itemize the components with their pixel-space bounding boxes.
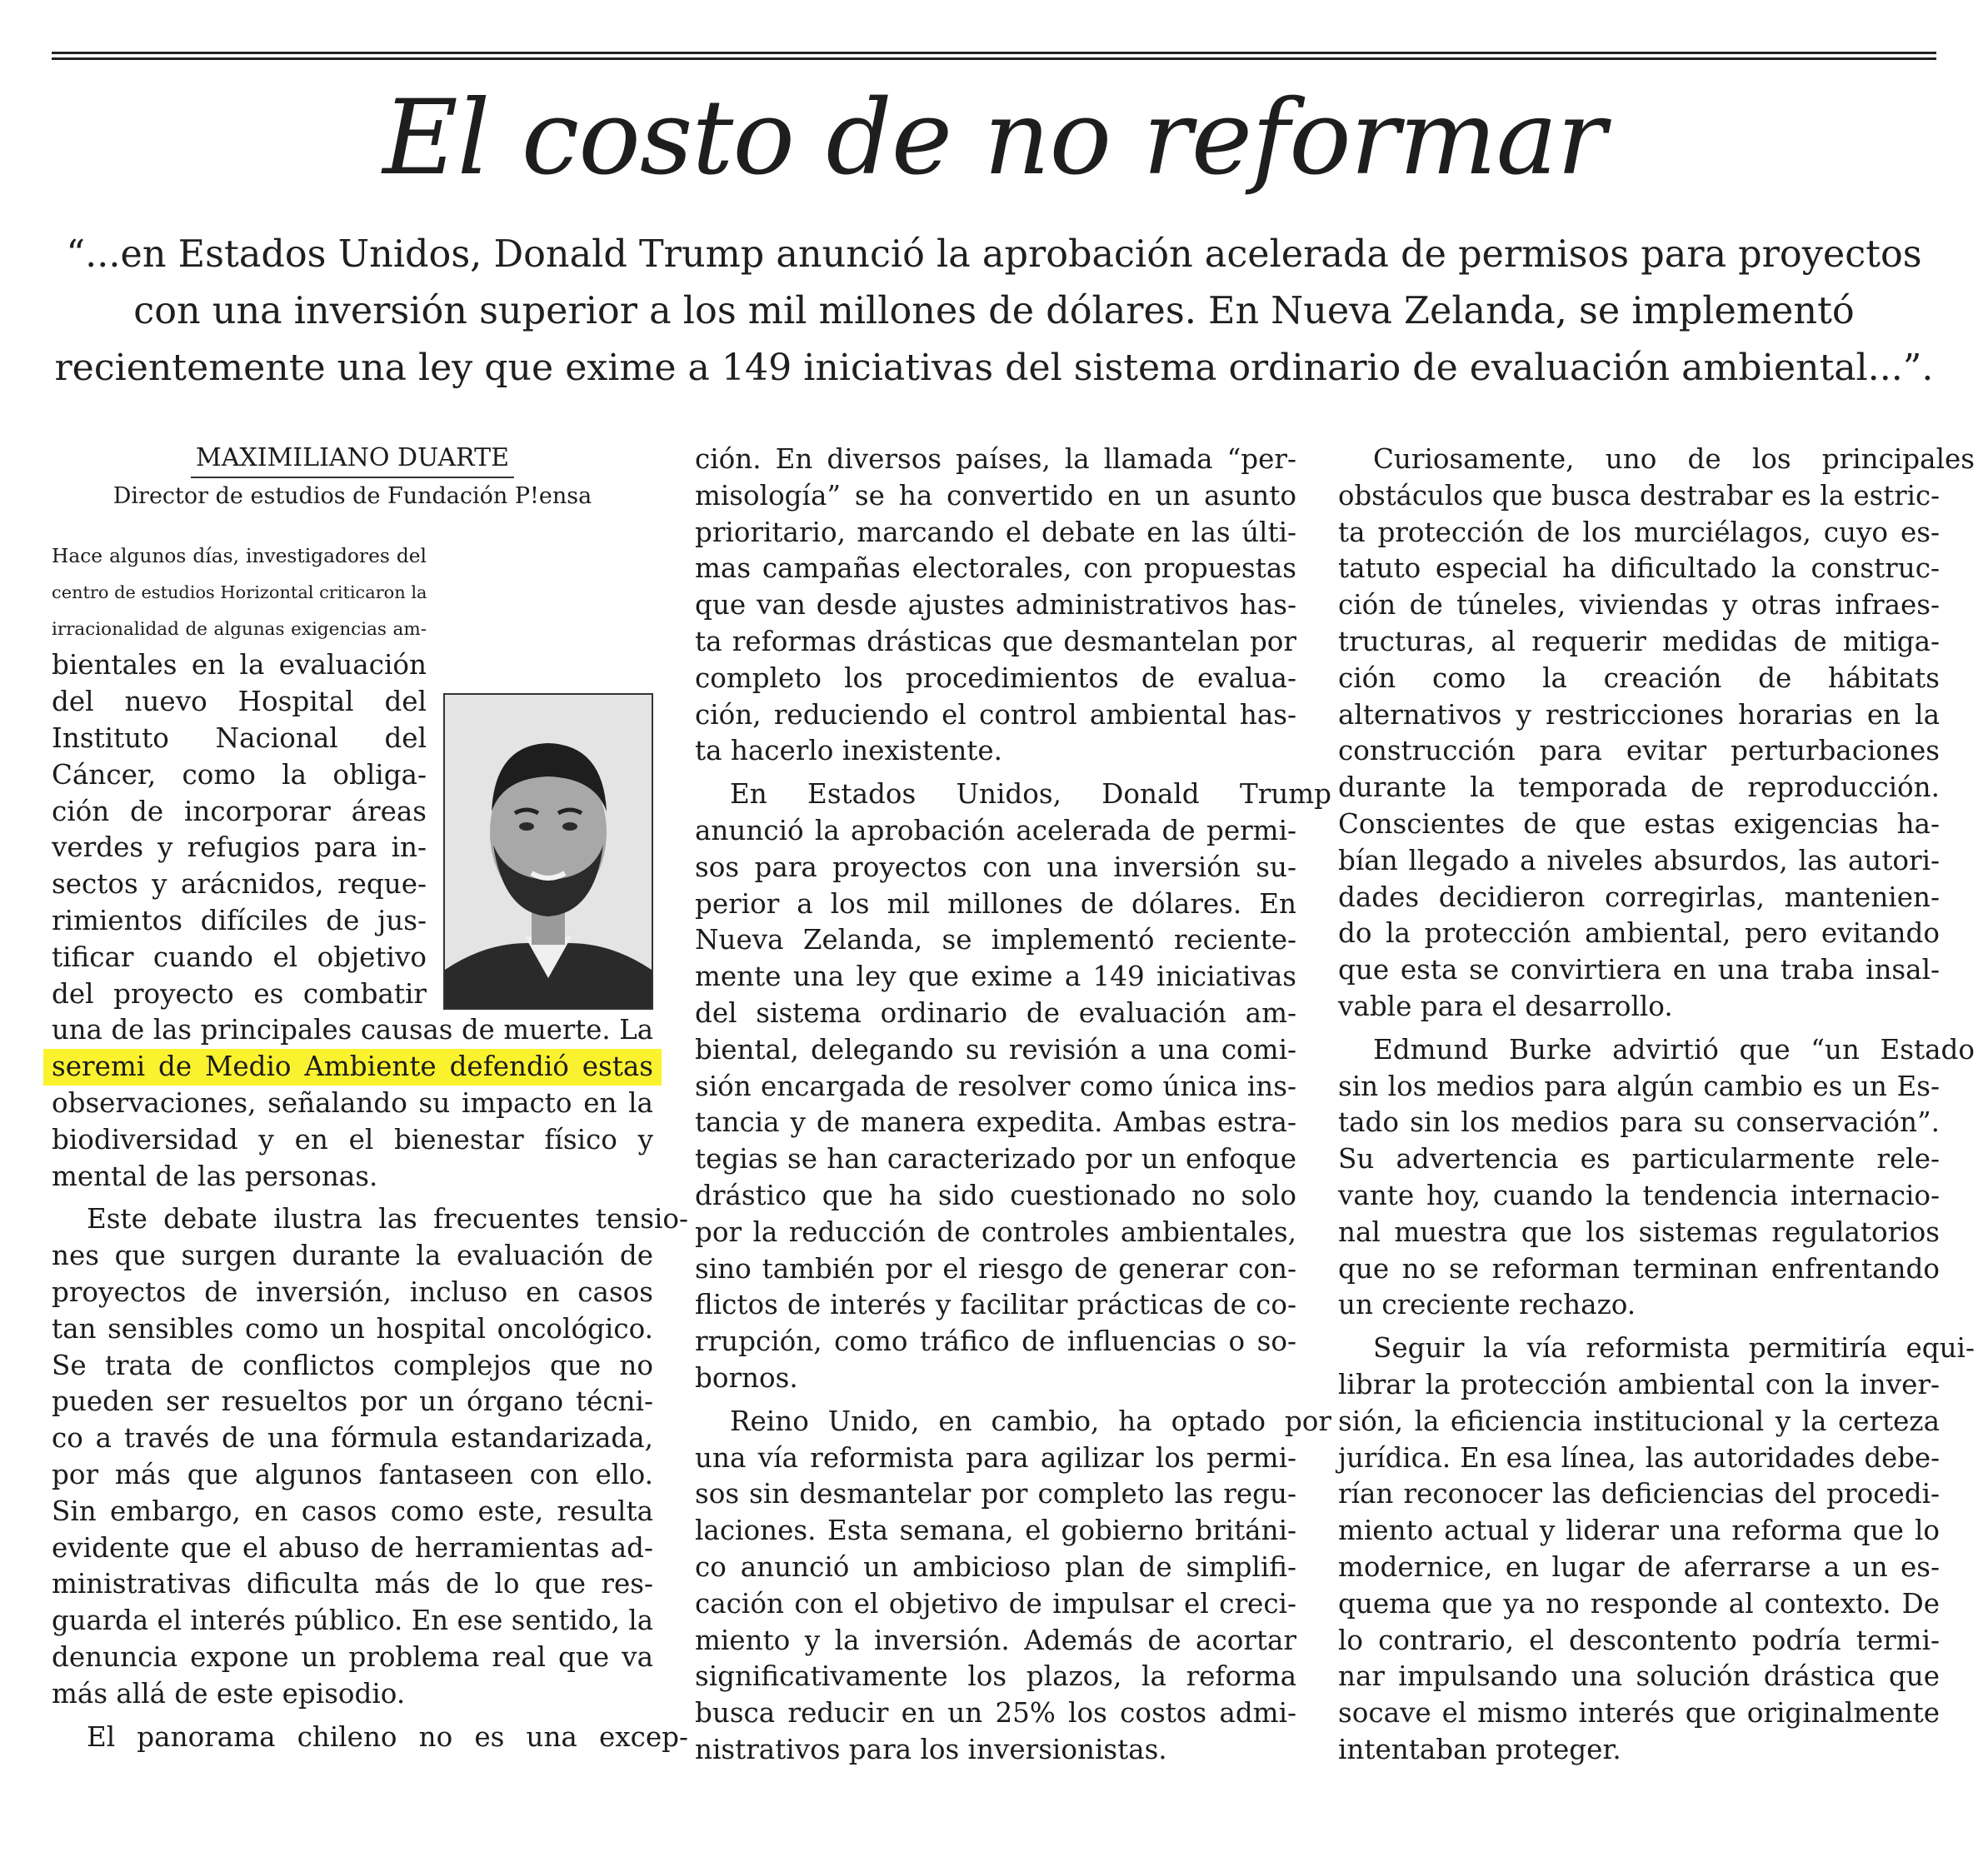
- text-line: Este debate ilustra las frecuentes tensio-: [87, 1203, 688, 1236]
- text-line: nar impulsando una solución drástica que: [1338, 1660, 1940, 1693]
- text-line: bornos.: [695, 1361, 798, 1394]
- text-line: En Estados Unidos, Donald Trump: [730, 778, 1331, 811]
- text-line: proyectos de inversión, incluso en casos: [52, 1275, 653, 1308]
- column-3: [1338, 442, 1975, 1769]
- author-name: MAXIMILIANO DUARTE: [52, 442, 653, 478]
- wrapped-text: [52, 538, 427, 1012]
- text-line: tegias se han caracterizado por un enfoque: [695, 1143, 1296, 1176]
- text-line: una vía reformista para agilizar los permi-: [695, 1441, 1296, 1474]
- text-line: mente una ley que exime a 149 iniciativas: [695, 961, 1296, 993]
- text-line: Instituto Nacional del: [52, 721, 427, 754]
- text-line: lo contrario, el descontento podría termi-: [1338, 1624, 1940, 1656]
- text-line: construcción para evitar perturbaciones: [1338, 735, 1940, 767]
- text-line: del nuevo Hospital del: [52, 686, 427, 718]
- author-photo: [443, 693, 653, 1010]
- text-line: Se trata de conflictos complejos que no: [52, 1349, 653, 1381]
- text-line: Nueva Zelanda, se implementó reciente-: [695, 924, 1296, 956]
- text-line: ta hacerlo inexistente.: [695, 735, 1003, 767]
- text-line: sino también por el riesgo de generar con-: [695, 1252, 1296, 1285]
- text-line: intentaban proteger.: [1338, 1733, 1621, 1765]
- text-line: tatuto especial ha dificultado la construc-: [1338, 552, 1940, 585]
- text-line: Curiosamente, uno de los principales: [1373, 443, 1975, 475]
- text-line: una de las principales causas de muerte. La: [52, 1014, 653, 1046]
- text-line: que esta se convirtiera en una traba insal-: [1338, 954, 1940, 986]
- text-line: Edmund Burke advirtió que “un Estado: [1373, 1033, 1975, 1066]
- column-2: [695, 442, 1331, 1769]
- text-line: ción de incorporar áreas: [52, 795, 427, 827]
- text-line: quema que ya no responde al contexto. De: [1338, 1587, 1940, 1620]
- text-line: alternativos y restricciones horarias en la: [1338, 698, 1940, 731]
- author-role: Director de estudios de Fundación P!ensa: [112, 483, 592, 509]
- text-line: que van desde ajustes administrativos has-: [695, 589, 1296, 622]
- text-line: laciones. Esta semana, el gobierno británi-: [695, 1515, 1296, 1547]
- text-line: Reino Unido, en cambio, ha optado por: [730, 1405, 1331, 1437]
- text-line: ción, reduciendo el control ambiental has-: [695, 698, 1296, 731]
- text-line: sión, la eficiencia institucional y la certeza: [1338, 1405, 1940, 1437]
- text-line: socave el mismo interés que originalmente: [1338, 1697, 1940, 1730]
- text-line: Seguir la vía reformista permitiría equi-: [1373, 1332, 1975, 1365]
- text-line: ministrativas dificulta más de lo que res-: [52, 1568, 653, 1600]
- text-line: observaciones, señalando su impacto en la: [52, 1086, 653, 1119]
- text-line: ción. En diversos países, la llamada “per-: [695, 443, 1296, 475]
- text-line: centro de estudios Horizontal criticaron la: [52, 582, 427, 602]
- text-line: flictos de interés y facilitar prácticas de co-: [695, 1289, 1296, 1321]
- text-line: tructuras, al requerir medidas de mitiga-: [1338, 625, 1940, 657]
- text-line: significativamente los plazos, la reforma: [695, 1660, 1296, 1693]
- text-line: denuncia expone un problema real que va: [52, 1640, 653, 1673]
- text-line: rimientos difíciles de jus-: [52, 904, 427, 936]
- text-line: bientales en la evaluación: [52, 649, 427, 681]
- text-line: co anunció un ambicioso plan de simplifi-: [695, 1550, 1296, 1583]
- text-line: sos sin desmantelar por completo las regu-: [695, 1478, 1296, 1510]
- text-line: un creciente rechazo.: [1338, 1289, 1636, 1321]
- text-line: ta reformas drásticas que desmantelan por: [695, 625, 1296, 657]
- text-line: durante la temporada de reproducción.: [1338, 771, 1940, 804]
- text-line: sin los medios para algún cambio es un Es-: [1338, 1070, 1940, 1102]
- text-line: bían llegado a niveles absurdos, las autori-: [1338, 844, 1940, 876]
- text-line: del sistema ordinario de evaluación am-: [695, 996, 1296, 1029]
- text-line: miento actual y liderar una reforma que lo: [1338, 1515, 1940, 1547]
- text-line: más allá de este episodio.: [52, 1677, 406, 1710]
- text-line: ción como la creación de hábitats: [1338, 661, 1940, 694]
- text-line: biental, delegando su revisión a una comi-: [695, 1033, 1296, 1066]
- text-line: que no se reforman terminan enfrentando: [1338, 1252, 1940, 1285]
- text-line: ta protección de los murciélagos, cuyo es-: [1338, 516, 1940, 548]
- text-line: Sin embargo, en casos como este, resulta: [52, 1495, 653, 1527]
- text-line: librar la protección ambiental con la inver-: [1338, 1368, 1940, 1400]
- text-line: ción de túneles, viviendas y otras infraes-: [1338, 589, 1940, 622]
- pull-quote-line: con una inversión superior a los mil millones de dólares. En Nueva Zelanda, se implementó: [133, 290, 1855, 332]
- text-line: miento y la inversión. Además de acortar: [695, 1624, 1296, 1656]
- text-line: Hace algunos días, investigadores del: [52, 545, 427, 567]
- text-line: sectos y arácnidos, reque-: [52, 868, 427, 901]
- text-line: dades decidieron corregirlas, mantenien-: [1338, 881, 1940, 913]
- text-line: nistrativos para los inversionistas.: [695, 1733, 1167, 1765]
- text-line: completo los procedimientos de evalua-: [695, 661, 1296, 694]
- text-line: tificar cuando el objetivo: [52, 941, 427, 973]
- highlighted-line: seremi de Medio Ambiente defendió estas: [43, 1049, 662, 1086]
- text-line: Cáncer, como la obliga-: [52, 758, 427, 791]
- text-line: nal muestra que los sistemas regulatorios: [1338, 1216, 1940, 1248]
- text-line: Su advertencia es particularmente rele-: [1338, 1143, 1940, 1176]
- pull-quote-line: recientemente una ley que exime a 149 iniciativas del sistema ordinario de evaluación ambiental...”.: [54, 347, 1934, 389]
- text-line: por más que algunos fantaseen con ello.: [52, 1458, 653, 1490]
- text-line: cación con el objetivo de impulsar el creci-: [695, 1587, 1296, 1620]
- pull-quote-line: “...en Estados Unidos, Donald Trump anunció la aprobación acelerada de permisos para proyectos: [66, 233, 1922, 276]
- text-line: verdes y refugios para in-: [52, 831, 427, 864]
- text-line: misología” se ha convertido en un asunto: [695, 479, 1296, 512]
- article-title: El costo de no reformar: [382, 78, 1606, 198]
- text-line: del proyecto es combatir: [52, 977, 427, 1010]
- text-line: jurídica. En esa línea, las autoridades debe-: [1338, 1441, 1940, 1474]
- text-line: do la protección ambiental, pero evitando: [1338, 917, 1940, 950]
- text-line: co a través de una fórmula estandarizada,: [52, 1422, 653, 1455]
- text-line: tan sensibles como un hospital oncológico.: [52, 1312, 653, 1345]
- portrait-illustration: [445, 695, 652, 1008]
- text-line: guarda el interés público. En ese sentido, la: [52, 1605, 653, 1637]
- text-line: evidente que el abuso de herramientas ad-: [52, 1531, 653, 1564]
- text-line: drástico que ha sido cuestionado no solo: [695, 1179, 1296, 1211]
- text-line: obstáculos que busca destrabar es la estric-: [1338, 479, 1940, 512]
- text-line: tancia y de manera expedita. Ambas estra-: [695, 1106, 1296, 1139]
- top-double-rule: [52, 52, 1936, 63]
- text-line: mas campañas electorales, con propuestas: [695, 552, 1296, 585]
- text-line: biodiversidad y en el bienestar físico y: [52, 1123, 653, 1156]
- text-line: Conscientes de que estas exigencias ha-: [1338, 807, 1940, 840]
- text-line: por la reducción de controles ambientales,: [695, 1216, 1296, 1248]
- text-line: El panorama chileno no es una excep-: [87, 1720, 688, 1753]
- text-line: perior a los mil millones de dólares. En: [695, 887, 1296, 920]
- text-line: sos para proyectos con una inversión su-: [695, 851, 1296, 883]
- text-line: anunció la aprobación acelerada de permi-: [695, 814, 1296, 846]
- text-line: pueden ser resueltos por un órgano técni-: [52, 1385, 653, 1418]
- text-line: busca reducir en un 25% los costos admi-: [695, 1697, 1296, 1730]
- text-line: irracionalidad de algunas exigencias am-: [52, 618, 427, 640]
- text-line: modernice, en lugar de aferrarse a un es-: [1338, 1550, 1940, 1583]
- text-line: nes que surgen durante la evaluación de: [52, 1240, 653, 1272]
- column-1: [52, 442, 688, 1755]
- text-line: vante hoy, cuando la tendencia internacio-: [1338, 1179, 1940, 1211]
- text-line: vable para el desarrollo.: [1338, 990, 1673, 1022]
- text-line: prioritario, marcando el debate en las últi-: [695, 516, 1296, 548]
- text-line: mental de las personas.: [52, 1160, 378, 1192]
- pull-quote: [52, 227, 1936, 397]
- text-line: tado sin los medios para su conservación”.: [1338, 1106, 1940, 1139]
- text-line: rrupción, como tráfico de influencias o so-: [695, 1325, 1296, 1358]
- text-line: rían reconocer las deficiencias del procedi-: [1338, 1478, 1940, 1510]
- text-line: sión encargada de resolver como única ins-: [695, 1070, 1296, 1102]
